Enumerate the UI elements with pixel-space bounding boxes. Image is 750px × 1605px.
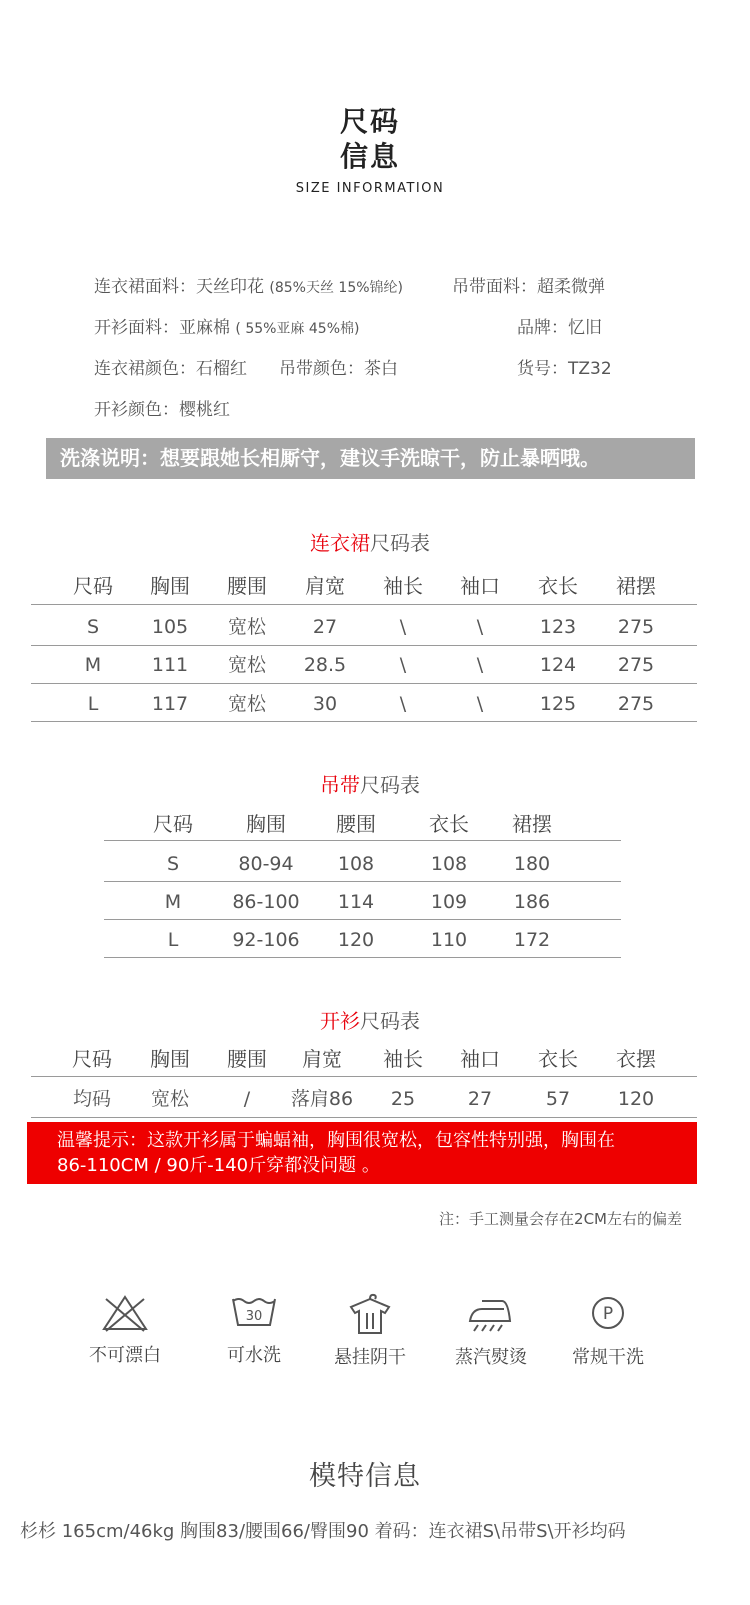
no-bleach-icon [100, 1293, 150, 1333]
column-header: 衣长 [538, 574, 578, 598]
table-cell: 80-94 [238, 853, 294, 875]
cardigan-fabric-label: 开衫面料：亚麻棉 [94, 318, 230, 338]
table-row [0, 883, 750, 921]
cardigan-table-title-rest: 尺码表 [360, 1009, 420, 1033]
cardigan-table-title-red: 开衫 [320, 1009, 360, 1033]
dress-fabric [94, 272, 403, 297]
table-cell: 105 [151, 616, 189, 638]
strap-fabric: 吊带面料：超柔微弹 [452, 277, 605, 297]
dress-table-title [0, 527, 740, 556]
column-header: 腰围 [336, 812, 376, 836]
table-cell: \ [476, 654, 484, 676]
table-cell: 109 [430, 891, 468, 913]
table-cell: 30 [312, 693, 338, 715]
table-cell: 125 [539, 693, 577, 715]
tip-banner [27, 1122, 697, 1184]
dress-fabric-detail: (85%天丝 15%锦纶) [269, 280, 404, 296]
table-divider [31, 683, 697, 684]
table-cell: 120 [337, 929, 375, 951]
table-cell: 172 [513, 929, 551, 951]
table-cell: 宽松 [227, 616, 266, 638]
table-cell: 111 [151, 654, 189, 676]
table-row [0, 845, 750, 883]
table-divider [104, 957, 621, 958]
table-cell: 186 [513, 891, 551, 913]
hand-wash-30-icon [229, 1293, 279, 1333]
table-cell: S [166, 853, 180, 875]
table-divider [104, 840, 621, 841]
care-item-steam-iron [441, 1293, 541, 1369]
item-number: 货号：TZ32 [517, 359, 612, 379]
wash-instructions-banner: 洗涤说明：想要跟她长相厮守，建议手洗晾干，防止暴晒哦。 [46, 438, 695, 479]
dry-clean-p-icon [583, 1293, 633, 1335]
care-item-hand-wash [204, 1293, 304, 1367]
column-header: 袖长 [383, 574, 423, 598]
table-cell: 180 [513, 853, 551, 875]
column-header: 腰围 [227, 1047, 267, 1071]
page-title-line2: 信息 [339, 140, 400, 173]
column-header: 衣长 [429, 812, 469, 836]
table-cell: 123 [539, 616, 577, 638]
tip-line-2: 86-110CM / 90斤-140斤穿都没问题 。 [57, 1155, 380, 1176]
table-cell: L [87, 693, 99, 715]
cardigan-color: 开衫颜色：樱桃红 [94, 400, 230, 420]
table-divider [31, 1076, 697, 1077]
table-cell: S [86, 616, 100, 638]
line-dry-shade-icon [345, 1293, 395, 1335]
care-label-dry-clean: 常规干洗 [572, 1347, 644, 1368]
table-row [0, 685, 750, 723]
care-label-hand-wash: 可水洗 [227, 1345, 281, 1366]
column-header: 衣摆 [616, 1047, 656, 1071]
table-cell: 宽松 [227, 693, 266, 715]
strap-table-title [0, 769, 740, 798]
hand-wash-temperature: 30 [245, 1309, 263, 1324]
table-cell: 108 [430, 853, 468, 875]
column-header: 裙摆 [512, 812, 552, 836]
dress-color: 连衣裙颜色：石榴红 [94, 359, 247, 379]
table-cell: / [243, 1088, 251, 1110]
table-cell: \ [476, 693, 484, 715]
table-cell: 落肩86 [290, 1088, 354, 1110]
table-row [0, 1080, 750, 1118]
model-info-line: 杉杉 165cm/46kg 胸围83/腰围66/臀围90 着码：连衣裙S\吊带S\开衫均码 [20, 1521, 626, 1542]
care-label-steam-iron: 蒸汽熨烫 [455, 1347, 527, 1368]
table-cell: 92-106 [232, 929, 300, 951]
column-header: 袖口 [460, 1047, 500, 1071]
cardigan-fabric-detail: ( 55%亚麻 45%棉) [235, 321, 360, 337]
table-cell: 110 [430, 929, 468, 951]
column-header: 尺码 [72, 1047, 112, 1071]
column-header: 袖长 [383, 1047, 423, 1071]
table-cell: 28.5 [303, 654, 347, 676]
table-cell: 宽松 [227, 654, 266, 676]
dress-table-title-rest: 尺码表 [370, 531, 430, 555]
dress-fabric-label: 连衣裙面料：天丝印花 [94, 277, 264, 297]
strap-color: 吊带颜色：茶白 [279, 359, 398, 379]
column-header: 腰围 [227, 574, 267, 598]
column-header: 肩宽 [305, 574, 345, 598]
model-info-title: 模特信息 [309, 1461, 421, 1492]
column-header: 胸围 [150, 1047, 190, 1071]
table-cell: \ [476, 616, 484, 638]
care-item-line-dry [320, 1293, 420, 1369]
column-header: 裙摆 [616, 574, 656, 598]
table-divider [31, 604, 697, 605]
table-cell: \ [399, 693, 407, 715]
table-cell: \ [399, 654, 407, 676]
dress_table-header-row [0, 567, 750, 605]
cardigan-table-title [0, 1005, 740, 1034]
table-cell: 57 [545, 1088, 571, 1110]
table-divider [31, 645, 697, 646]
tip-line-1: 温馨提示：这款开衫属于蝙蝠袖，胸围很宽松，包容性特别强，胸围在 [57, 1130, 615, 1151]
care-label-line-dry: 悬挂阴干 [334, 1347, 406, 1368]
table-cell: 27 [467, 1088, 493, 1110]
measurement-note: 注：手工测量会存在2CM左右的偏差 [439, 1210, 682, 1228]
table-cell: 27 [312, 616, 338, 638]
table-cell: 25 [390, 1088, 416, 1110]
care-item-no-bleach [75, 1293, 175, 1367]
table-cell: 275 [617, 693, 655, 715]
dry-clean-letter: P [602, 1304, 614, 1324]
column-header: 肩宽 [302, 1047, 342, 1071]
column-header: 尺码 [73, 574, 113, 598]
column-header: 胸围 [150, 574, 190, 598]
table-divider [104, 919, 621, 920]
page-title-line1: 尺码 [339, 105, 400, 138]
table-cell: 均码 [72, 1088, 111, 1110]
column-header: 尺码 [153, 812, 193, 836]
care-label-no-bleach: 不可漂白 [89, 1345, 161, 1366]
table-divider [104, 881, 621, 882]
table-cell: M [164, 891, 182, 913]
column-header: 胸围 [246, 812, 286, 836]
column-header: 袖口 [460, 574, 500, 598]
table-row [0, 646, 750, 684]
table-cell: 120 [617, 1088, 655, 1110]
table-divider [31, 1117, 697, 1118]
table-cell: 108 [337, 853, 375, 875]
table-cell: 86-100 [232, 891, 300, 913]
page-subtitle: SIZE INFORMATION [295, 181, 445, 196]
table-cell: M [84, 654, 102, 676]
table-divider [31, 721, 697, 722]
table-cell: 117 [151, 693, 189, 715]
table-cell: 275 [617, 654, 655, 676]
table-cell: 124 [539, 654, 577, 676]
cardigan_table-header-row [0, 1040, 750, 1078]
table-cell: \ [399, 616, 407, 638]
steam-iron-icon [466, 1293, 516, 1335]
dress-table-title-red: 连衣裙 [310, 531, 370, 555]
table-cell: L [167, 929, 179, 951]
care-item-dry-clean [558, 1293, 658, 1369]
strap_table-header-row [0, 805, 750, 843]
strap-table-title-rest: 尺码表 [360, 773, 420, 797]
table-cell: 宽松 [150, 1088, 189, 1110]
table-cell: 114 [337, 891, 375, 913]
table-cell: 275 [617, 616, 655, 638]
cardigan-fabric [94, 313, 359, 338]
brand: 品牌：忆旧 [517, 318, 602, 338]
strap-table-title-red: 吊带 [320, 773, 360, 797]
table-row [0, 608, 750, 646]
column-header: 衣长 [538, 1047, 578, 1071]
table-row [0, 921, 750, 959]
